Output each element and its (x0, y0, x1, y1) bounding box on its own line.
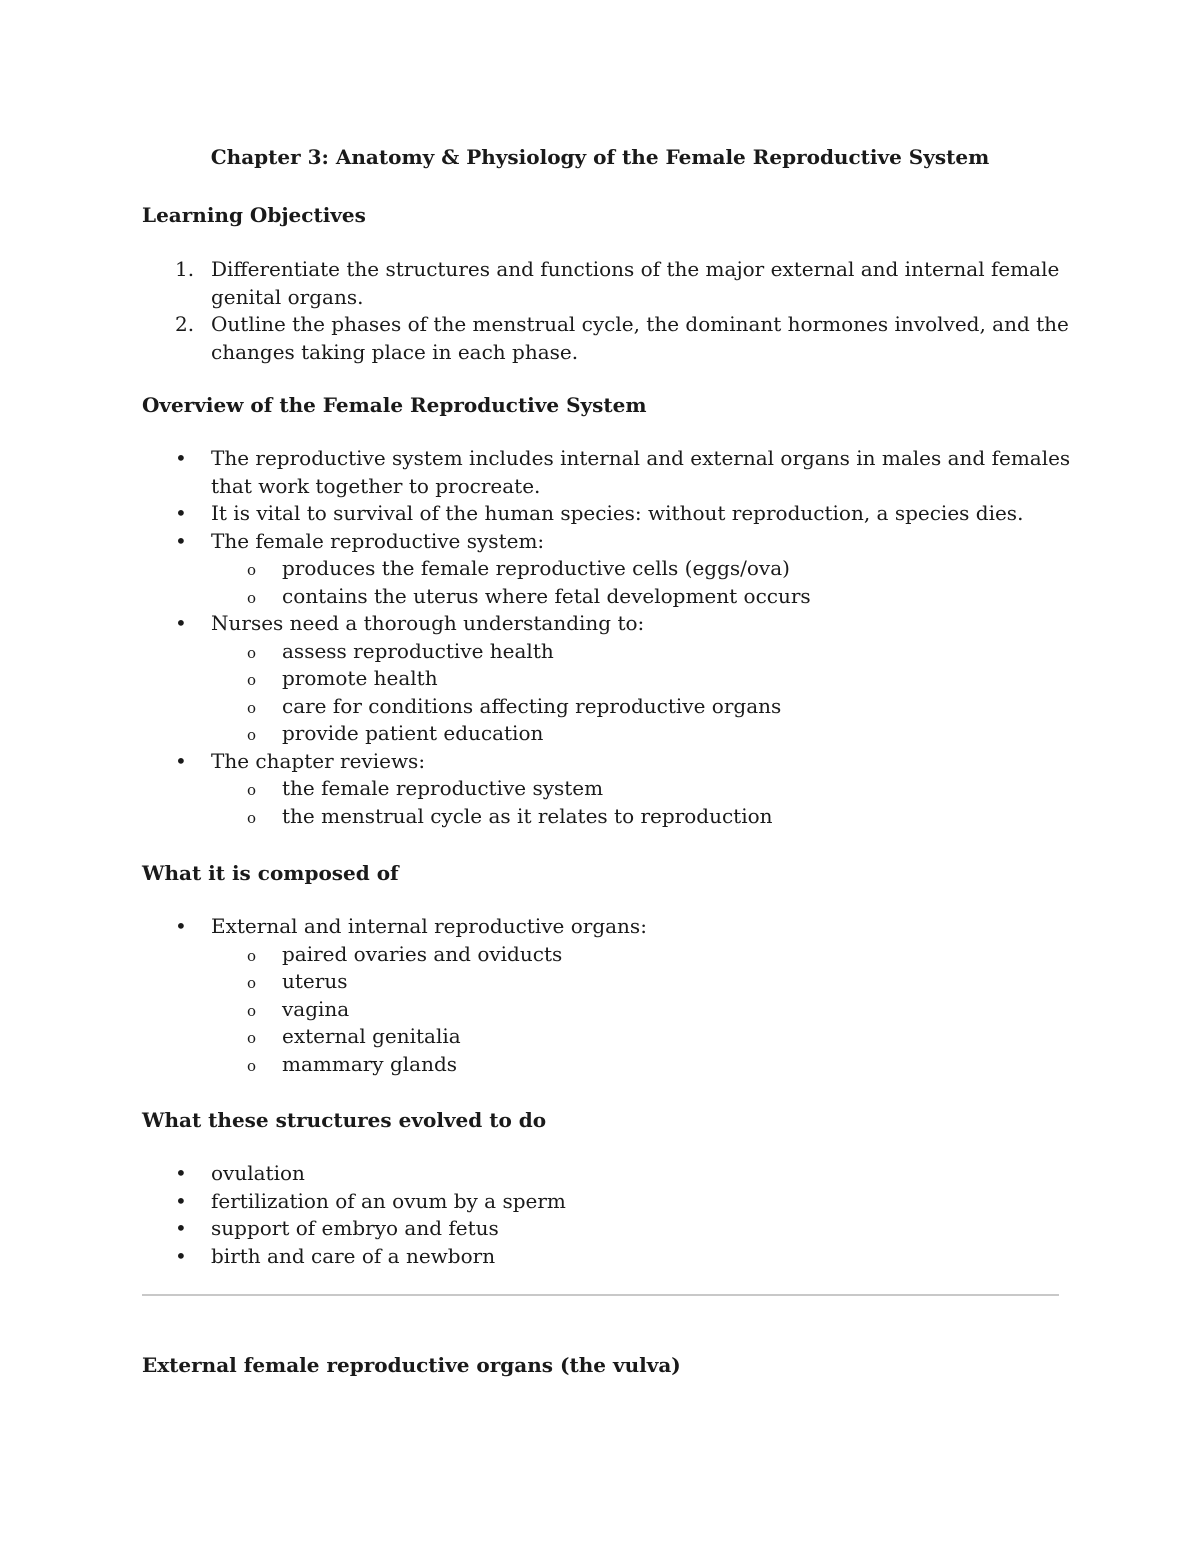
list-item (142, 1188, 1072, 1216)
sub-list-item (142, 693, 1072, 721)
sub-bullet-icon: o (247, 643, 257, 662)
list-item-text: external genitalia (282, 1024, 461, 1048)
list-item (142, 528, 1072, 556)
objectives-list (142, 256, 1072, 366)
sub-list-item (142, 665, 1072, 693)
sub-bullet-icon: o (247, 561, 257, 579)
bullet-icon: • (175, 528, 187, 553)
sub-list-item (142, 555, 1072, 583)
bullet-icon: • (175, 748, 187, 773)
list-item-text: care for conditions affecting reproductive organs (282, 693, 782, 718)
horizontal-divider (142, 1294, 1059, 1296)
list-item (142, 311, 1072, 366)
sub-list-item (142, 583, 1072, 611)
list-item (142, 500, 1072, 528)
list-item (142, 1160, 1072, 1188)
bullet-icon: • (175, 1161, 187, 1185)
list-item (142, 445, 1072, 500)
list-item (142, 610, 1072, 638)
bullet-icon: • (175, 446, 187, 470)
list-item (142, 1243, 1072, 1271)
sub-list-item (142, 996, 1072, 1024)
bullet-icon: • (175, 914, 187, 938)
sub-bullet-icon: o (247, 671, 257, 689)
sub-list-item (142, 803, 1072, 831)
list-item-text: Differentiate the structures and functions of the major external and internal female genital organs. (211, 257, 1060, 309)
bullet-icon: • (175, 1243, 187, 1268)
list-item (142, 1215, 1072, 1243)
section-heading-overview: Overview of the Female Reproductive System (142, 393, 647, 417)
section-heading-evolved-to-do: What these structures evolved to do (142, 1108, 547, 1132)
list-item-text: mammary glands (282, 1051, 458, 1076)
sub-list-item (142, 1051, 1072, 1079)
list-number: 1. (175, 257, 195, 281)
sub-list-item (142, 941, 1072, 969)
list-item-text: The reproductive system includes internal and external organs in males and females that work together to procreate. (211, 446, 1071, 498)
list-item-text: provide patient education (282, 721, 544, 745)
sub-bullet-icon: o (247, 1001, 257, 1020)
list-item-text: the female reproductive system (282, 776, 604, 800)
list-item-text: contains the uterus where fetal development occurs (282, 583, 811, 608)
list-item-text: the menstrual cycle as it relates to reproduction (282, 803, 773, 828)
sub-bullet-icon: o (247, 1029, 257, 1047)
list-item-text: ovulation (211, 1161, 305, 1185)
list-item (142, 913, 1072, 941)
sub-bullet-icon: o (247, 726, 257, 744)
list-item-text: uterus (282, 969, 348, 993)
sub-bullet-icon: o (247, 698, 257, 717)
list-item-text: Nurses need a thorough understanding to: (211, 611, 645, 635)
list-item-text: External and internal reproductive organs: (211, 914, 647, 938)
list-item-text: support of embryo and fetus (211, 1216, 499, 1240)
list-item (142, 748, 1072, 776)
list-item-text: Outline the phases of the menstrual cycle, the dominant hormones involved, and the changes taking place in each phase. (211, 312, 1069, 364)
list-item-text: The chapter reviews: (211, 748, 426, 773)
page-title: Chapter 3: Anatomy & Physiology of the Female Reproductive System (210, 145, 990, 169)
composed-list (142, 913, 1072, 1078)
sub-bullet-icon: o (247, 781, 257, 799)
overview-list (142, 445, 1072, 830)
evolved-list (142, 1160, 1072, 1270)
list-item-text: The female reproductive system: (211, 528, 545, 553)
sub-list-item (142, 720, 1072, 748)
sub-list-item (142, 638, 1072, 666)
bullet-icon: • (175, 501, 187, 525)
list-item-text: promote health (282, 666, 438, 690)
list-item-text: vagina (282, 996, 350, 1021)
list-number: 2. (175, 312, 195, 336)
sub-bullet-icon: o (247, 946, 257, 965)
section-heading-learning-objectives: Learning Objectives (142, 203, 366, 227)
sub-bullet-icon: o (247, 588, 257, 607)
list-item-text: fertilization of an ovum by a sperm (211, 1188, 566, 1213)
sub-bullet-icon: o (247, 974, 257, 992)
bullet-icon: • (175, 611, 187, 635)
sub-list-item (142, 1023, 1072, 1051)
section-heading-composed-of: What it is composed of (142, 861, 399, 885)
list-item-text: birth and care of a newborn (211, 1243, 496, 1268)
list-item-text: assess reproductive health (282, 638, 554, 663)
sub-list-item (142, 968, 1072, 996)
section-heading-external-organs: External female reproductive organs (the vulva) (142, 1353, 681, 1377)
sub-list-item (142, 775, 1072, 803)
list-item-text: produces the female reproductive cells (eggs/ova) (282, 556, 790, 580)
list-item-text: paired ovaries and oviducts (282, 941, 563, 966)
list-item (142, 256, 1072, 311)
bullet-icon: • (175, 1216, 187, 1240)
list-item-text: It is vital to survival of the human species: without reproduction, a species dies. (211, 501, 1024, 525)
sub-bullet-icon: o (247, 808, 257, 827)
sub-bullet-icon: o (247, 1056, 257, 1075)
bullet-icon: • (175, 1188, 187, 1213)
